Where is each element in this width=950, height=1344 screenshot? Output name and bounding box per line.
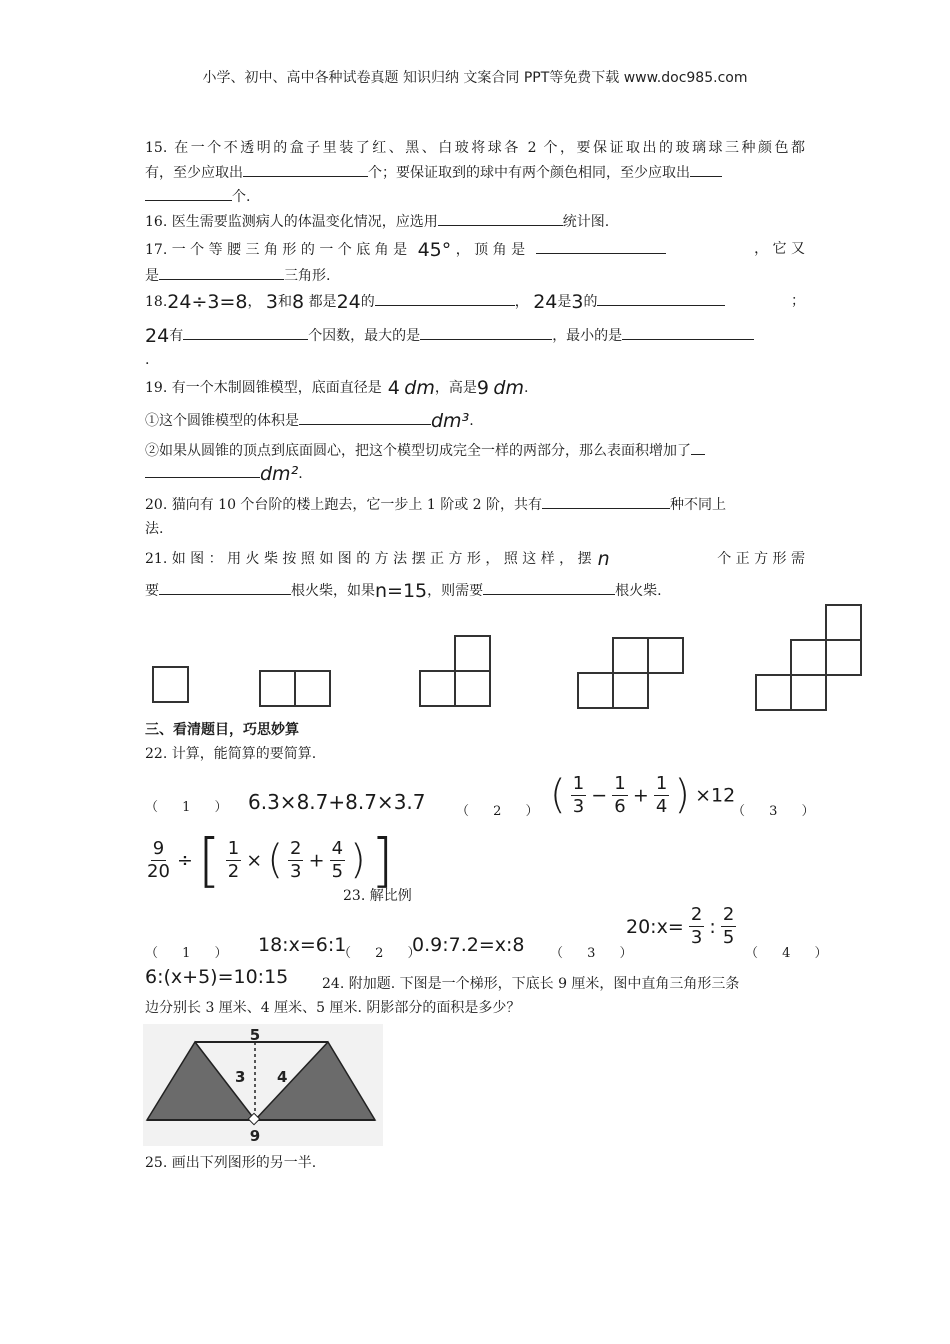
square — [612, 637, 649, 674]
answer-blank[interactable] — [483, 580, 615, 595]
answer-blank[interactable] — [691, 440, 705, 455]
q15-line2: 有，至少应取出 个；要保证取到的球中有两个颜色相同，至少应取出 — [145, 162, 722, 183]
q23-expr-3: 20:x= $\frac{2}{3}$ : $\frac{2}{5}$ — [626, 904, 735, 948]
q18-line1: 18.24÷3=8， 3和8 都是24的 ， 24是3的 ； — [145, 291, 805, 313]
label-left: 3 — [235, 1068, 246, 1086]
square — [755, 674, 792, 711]
q19-part1: ①这个圆锥模型的体积是 dm³. — [145, 410, 474, 432]
square — [612, 672, 649, 709]
q23-title: 23. 解比例 — [343, 888, 412, 904]
q22-expr-3: $\frac{9}{20}$ ÷ [ $\frac{1}{2}$ × ( $\frac{2}{3}$ + $\frac{4}{5}$ ) ] — [147, 826, 394, 894]
answer-blank[interactable] — [159, 580, 291, 595]
square — [577, 672, 614, 709]
square — [294, 670, 331, 707]
answer-blank[interactable] — [183, 325, 308, 340]
q25-line: 25. 画出下列图形的另一半. — [145, 1155, 317, 1171]
q21-line2: 要 根火柴，如果n=15，则需要 根火柴. — [145, 580, 662, 602]
q23-expr-1: 18:x=6:1 — [258, 934, 347, 956]
answer-blank[interactable] — [690, 162, 722, 177]
answer-blank[interactable] — [536, 239, 666, 254]
square — [825, 604, 862, 641]
page-header: 小学、初中、高中各种试卷真题 知识归纳 文案合同 PPT等免费下载 www.doc985.com — [202, 70, 748, 86]
q22-expr-2: ( $\frac{1}{3}$ − $\frac{1}{6}$ + $\frac{1}{4}$ ) ×12 — [550, 772, 736, 818]
q15-line3: 个. — [145, 186, 250, 207]
square — [152, 666, 189, 703]
q18-line2: 24有 个因数，最大的是 ，最小的是 — [145, 325, 754, 346]
answer-blank[interactable] — [145, 463, 260, 478]
q23-label-3: （ 3 ） — [550, 946, 643, 961]
q23-label-2: （ 2 ） — [338, 946, 431, 961]
q17-line2: 是 三角形. — [145, 265, 330, 286]
label-right: 4 — [277, 1068, 288, 1086]
square — [825, 639, 862, 676]
q24-line1: 24. 附加题. 下图是一个梯形，下底长 9 厘米，图中直角三角形三条 — [322, 976, 740, 992]
square — [419, 670, 456, 707]
answer-blank[interactable] — [420, 325, 552, 340]
answer-blank[interactable] — [597, 291, 725, 306]
square — [454, 670, 491, 707]
answer-blank[interactable] — [542, 494, 670, 509]
q19-part2-cont: dm². — [145, 463, 303, 484]
q20-line2: 法. — [145, 521, 164, 537]
label-bottom: 9 — [249, 1127, 261, 1145]
answer-blank[interactable] — [159, 265, 284, 280]
square — [790, 639, 827, 676]
q17-line1: 17. 一 个 等 腰 三 角 形 的 一 个 底 角 是 45° ， 顶 角 是 ， 它 又 — [145, 239, 805, 261]
answer-blank[interactable] — [375, 291, 515, 306]
answer-blank[interactable] — [622, 325, 754, 340]
answer-blank[interactable] — [299, 410, 431, 425]
q23-label-1: （ 1 ） — [145, 946, 238, 961]
square — [647, 637, 684, 674]
q18-line3: . — [145, 352, 150, 368]
q16-line: 16. 医生需要监测病人的体温变化情况，应选用 统计图. — [145, 211, 609, 232]
answer-blank[interactable] — [438, 211, 563, 226]
q22-title: 22. 计算，能简算的要简算. — [145, 746, 317, 762]
q23-label-4: （ 4 ） — [745, 946, 838, 961]
q20-line1: 20. 猫向有 10 个台阶的楼上跑去，它一步上 1 阶或 2 阶，共有 种不同上 — [145, 494, 726, 515]
q22-label-1: （ 1 ） — [145, 800, 238, 815]
q23-expr-2: 0.9:7.2=x:8 — [412, 934, 525, 956]
label-top: 5 — [249, 1026, 261, 1044]
q23-expr-4: 6:(x+5)=10:15 — [145, 966, 289, 988]
q24-line2: 边分别长 3 厘米、4 厘米、5 厘米. 阴影部分的面积是多少？ — [145, 1000, 521, 1016]
q21-line1: 21. 如 图 ： 用 火 柴 按 照 如 图 的 方 法 摆 正 方 形 ， 照 这 样 ， 摆 n 个 正 方 形 需 — [145, 548, 805, 570]
trapezoid-figure — [143, 1024, 383, 1146]
answer-blank[interactable] — [243, 162, 368, 177]
square — [259, 670, 296, 707]
q15-line1: 15. 在一个不透明的盒子里装了红、黑、白玻将球各 2 个，要保证取出的玻璃球三种颜色都 — [145, 140, 805, 156]
answer-blank[interactable] — [145, 186, 232, 201]
section-title: 三、看清题目，巧思妙算 — [145, 722, 299, 738]
q19-part2: ②如果从圆锥的顶点到底面圆心，把这个模型切成完全一样的两部分，那么表面积增加了 — [145, 440, 705, 461]
q19-line1: 19. 有一个木制圆锥模型，底面直径是 4 dm，高是9 dm. — [145, 377, 529, 399]
square — [790, 674, 827, 711]
q22-label-3: （ 3 ） — [732, 804, 825, 819]
square — [454, 635, 491, 672]
q22-label-2: （ 2 ） — [456, 804, 549, 819]
q22-expr-1: 6.3×8.7+8.7×3.7 — [248, 790, 426, 814]
